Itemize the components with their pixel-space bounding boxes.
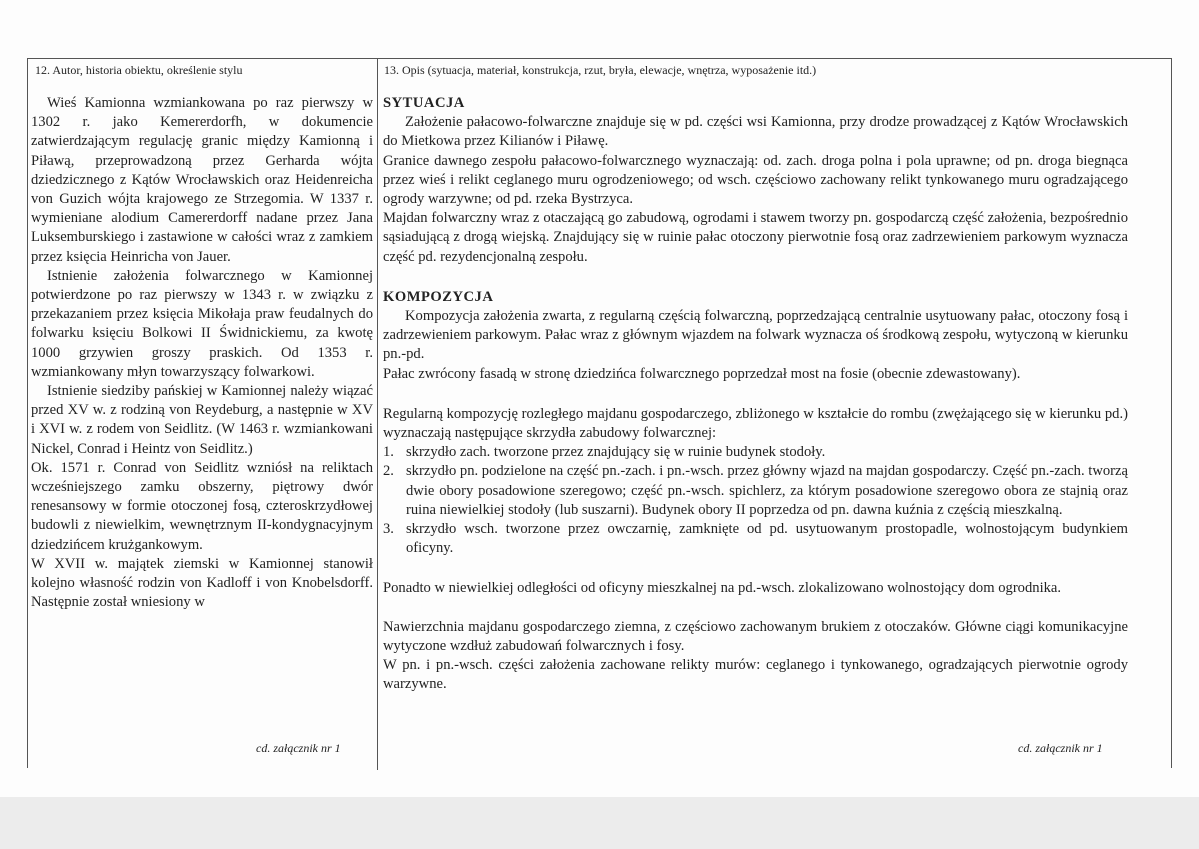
history-paragraph: Wieś Kamionna wzmiankowana po raz pierwszy w 1302 r. jako Kemererdorfh, w dokumencie zatwierdzającym regulację granic między Kamionną i Piławą, przeprowadzoną przez Gerharda wójta dziedzicznego z Kątów Wrocławskich oraz Heidenreicha von Guzich wójta krajowego ze Strzegomia. W 1337 r. wymieniane alodium Camererdorff nadane przez Jana Luksemburskiego i zastawione w całości wraz z zamkiem przez księcia Heinricha von Jauer. <box>31 95 373 265</box>
section-13-header: 13. Opis (sytuacja, materiał, konstrukcja, rzut, bryła, elewacje, wnętrza, wyposażenie itd.) <box>384 63 817 77</box>
sytuacja-paragraph: Granice dawnego zespołu pałacowo-folwarcznego wyznaczają: od. zach. droga polna i pola uprawne; od pn. droga biegnąca przez wieś i relikt ceglanego muru ogrodzeniowego; od wsch. częściowo zachowany relikt tynkowanego muru ogradzającego ogrody warzywne; od pd. rzeka Bystrzyca. <box>383 152 1128 208</box>
history-column <box>31 94 373 612</box>
history-paragraph: Istnienie założenia folwarcznego w Kamionnej potwierdzone po raz pierwszy w 1343 r. w związku z przekazaniem przez księcia Mikołaja praw feudalnych do folwarku księciu Bolkowi II Świdnickiemu, za kwotę 1000 grzywien groszy praskich. Od 1353 r. wzmiankowany młyn towarzyszący folwarkowi. <box>31 267 373 380</box>
table-left-border <box>27 58 28 768</box>
ponadto-paragraph: Ponadto w niewielkiej odległości od oficyny mieszkalnej na pd.-wsch. zlokalizowano wolnostojący dom ogrodnika. <box>383 580 1062 597</box>
left-continuation-note: cd. załącznik nr 1 <box>256 741 341 755</box>
sytuacja-paragraph: Majdan folwarczny wraz z otaczającą go zabudową, ogrodami i stawem tworzy pn. gospodarczą część założenia, bezpośrednio sąsiadującą z drogą wiejską. Znajdujący się w ruinie pałac otoczony pierwotnie fosą oraz zadrzewieniem parkowym wyznacza część pd. rezydencjonalną zespołu. <box>383 210 1128 265</box>
list-number: 2. <box>383 463 394 480</box>
history-paragraph: Ok. 1571 r. Conrad von Seidlitz wzniósł na reliktach wcześniejszego zamku obszerny, piętrowy dwór renesansowy w formie otoczonej fosą, czteroskrzydłowej budowli z niewielkim, wewnętrznym II-kondygnacyjnym dziedzińcem krużgankowym. <box>31 459 373 553</box>
section-12-header: 12. Autor, historia obiektu, określenie stylu <box>35 63 243 77</box>
table-right-border <box>1171 58 1172 768</box>
list-item <box>383 462 1128 520</box>
history-paragraph: Istnienie siedziby pańskiej w Kamionnej należy wiązać przed XV w. z rodziną von Reydeburg, a następnie w XV i XVI w. z rodem von Seidlitz. (W 1463 r. wzmiankowani Nickel, Conrad i Heintz von Seidlitz.) <box>31 383 373 457</box>
list-text: skrzydło wsch. tworzone przez owczarnię, zamknięte od pd. usytuowanym prostopadle, wolnostojącym budynkiem oficyny. <box>406 521 1128 557</box>
column-divider <box>377 58 378 770</box>
list-text: skrzydło pn. podzielone na część pn.-zach. i pn.-wsch. przez główny wjazd na majdan gospodarczy. Część pn.-zach. tworzą dwie obory posadowione szeregowo; część pn.-wsch. spichlerz, za którym posadowione szeregowo obora ze stajnią oraz ruina niewielkiej stodoły (lub suszarni). Budynek obory II poprzedza od pn. dawna kuźnia z częścią mieszkalną. <box>406 463 1128 518</box>
table-top-border <box>27 58 1171 59</box>
kompozycja-paragraph: Pałac zwrócony fasadą w stronę dziedzińca folwarcznego poprzedzał most na fosie (obecnie zdewastowany). <box>383 365 1021 382</box>
list-number: 3. <box>383 521 394 538</box>
list-item <box>383 520 1128 558</box>
list-text: skrzydło zach. tworzone przez znajdujący się w ruinie budynek stodoły. <box>406 444 826 461</box>
kompozycja-heading: KOMPOZYCJA <box>383 288 494 305</box>
scan-margin <box>0 797 1199 849</box>
nawierzchnia-paragraph: Nawierzchnia majdanu gospodarczego ziemna, z częściowo zachowanym brukiem z otoczaków. Główne ciągi komunikacyjne wytyczone wzdłuż zabudowań folwarcznych i fosy. <box>383 618 1128 654</box>
history-paragraph: W XVII w. majątek ziemski w Kamionnej stanowił kolejno własność rodzin von Kadloff i von Knobelsdorff. Następnie został wniesiony w <box>31 555 373 611</box>
sytuacja-paragraph: Założenie pałacowo-folwarczne znajduje się w pd. części wsi Kamionna, przy drodze prowadzącej z Kątów Wrocławskich do Mietkowa przez Kilianów i Piławę. <box>383 114 1128 150</box>
kompozycja-paragraph: Kompozycja założenia zwarta, z regularną częścią folwarczną, poprzedzającą centralnie usytuowany pałac, otoczony fosą i zadrzewieniem parkowym. Pałac wraz z głównym wjazdem na folwark wyznacza oś środkową zespołu, wytyczoną w kierunku pn.-pd. <box>383 308 1128 363</box>
sytuacja-heading: SYTUACJA <box>383 95 465 111</box>
list-item <box>383 443 1128 462</box>
composition-intro: Regularną kompozycję rozległego majdanu gospodarczego, zbliżonego w kształcie do rombu (zwężającego się w kierunku pd.) wyznaczają następujące skrzydła zabudowy folwarcznej: <box>383 405 1128 442</box>
right-continuation-note: cd. załącznik nr 1 <box>1018 741 1103 755</box>
relikty-paragraph: W pn. i pn.-wsch. części założenia zachowane relikty murów: ceglanego i tynkowanego, ogradzających pierwotnie ogrody warzywne. <box>383 657 1128 693</box>
list-number: 1. <box>383 444 394 461</box>
description-column <box>383 94 1128 694</box>
